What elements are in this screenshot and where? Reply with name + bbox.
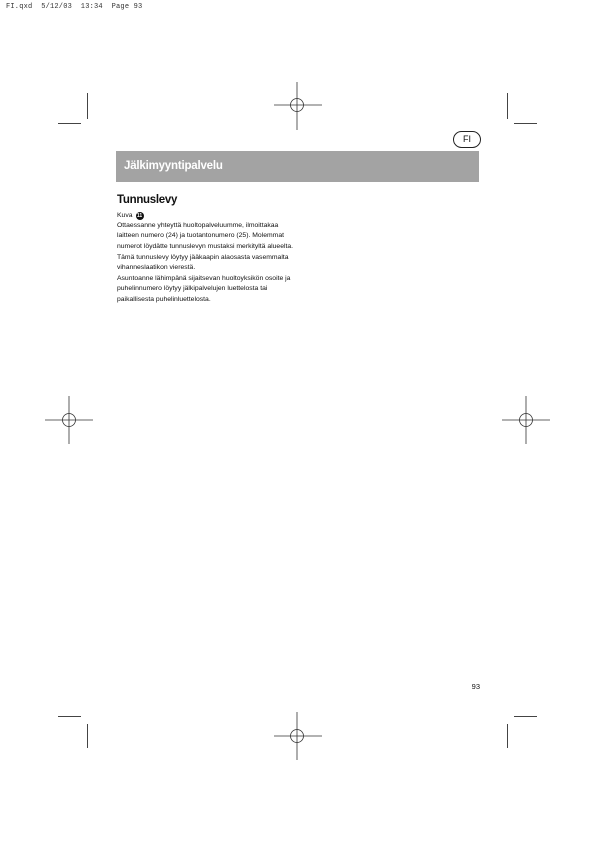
print-slug: FI.qxd 5/12/03 13:34 Page 93 <box>6 3 143 11</box>
page-number: 93 <box>471 682 480 691</box>
paragraph: Tämä tunnuslevy löytyy jääkaapin alaosasta vasemmalta vihanneslaatikon vierestä. <box>117 253 289 272</box>
crop-mark-top-left-vertical <box>87 93 88 119</box>
crop-mark-top-left-horizontal <box>58 123 81 124</box>
section-header-band <box>116 151 479 182</box>
paragraph: Ottaessanne yhteyttä huoltopalveluumme, ilmoittakaa laitteen numero (24) ja tuotantonumero (25). Molemmat numerot löydätte tunnuslevyn mustaksi merkityltä alueelta. <box>117 222 294 250</box>
registration-mark-right-icon <box>502 396 550 444</box>
figure-reference <box>117 211 297 221</box>
registration-mark-left-icon <box>45 396 93 444</box>
crop-mark-top-right-horizontal <box>514 123 537 124</box>
crop-mark-bottom-right-vertical <box>507 724 508 748</box>
paragraph: Asuntoanne lähimpänä sijaitsevan huoltoyksikön osoite ja puhelinnumero löytyy jälkipalvelujen luettelosta tai paikallisesta puhelinluettelosta. <box>117 275 291 303</box>
registration-mark-top-icon <box>274 82 322 130</box>
crop-mark-bottom-left-horizontal <box>58 716 81 717</box>
crop-mark-bottom-left-vertical <box>87 724 88 748</box>
section-title: Tunnuslevy <box>117 194 178 206</box>
figure-number-badge: 11 <box>136 213 143 220</box>
crop-mark-bottom-right-horizontal <box>514 716 537 717</box>
crop-mark-top-right-vertical <box>507 93 508 119</box>
body-text <box>117 211 297 306</box>
language-badge: FI <box>453 131 481 148</box>
registration-mark-bottom-icon <box>274 712 322 760</box>
figure-label: Kuva <box>117 212 133 219</box>
header-title: Jälkimyyntipalvelu <box>124 160 223 172</box>
